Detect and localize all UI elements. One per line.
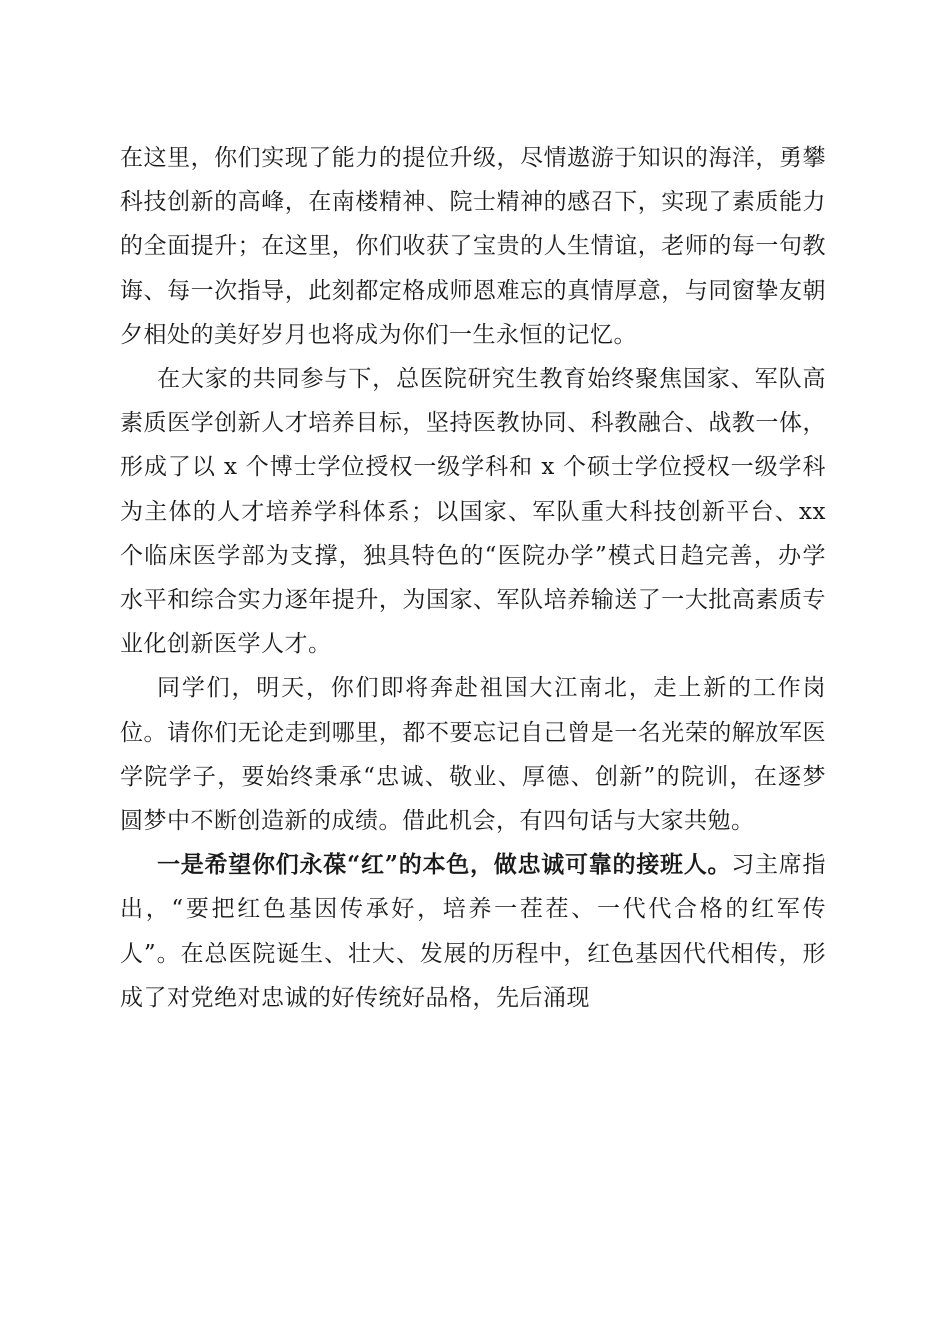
paragraph-4-lead: 一是希望你们永葆“红”的本色，做忠诚可靠的接班人。 (157, 851, 732, 879)
paragraph-2 (120, 357, 826, 666)
paragraph-1 (120, 136, 826, 357)
paragraph-1-text: 在这里，你们实现了能力的提位升级，尽情遨游于知识的海洋，勇攀科技创新的高峰，在南楼精神、院士精神的感召下，实现了素质能力的全面提升；在这里，你们收获了宝贵的人生情谊，老师的每一句教诲、每一次指导，此刻都定格成师恩难忘的真情厚意，与同窗挚友朝夕相处的美好岁月也将成为你们一生永恒的记忆。 (120, 145, 826, 348)
document-body (120, 136, 826, 1020)
paragraph-3-text: 同学们，明天，你们即将奔赴祖国大江南北，走上新的工作岗位。请你们无论走到哪里，都不要忘记自己曾是一名光荣的解放军医学院学子，要始终秉承“忠诚、敬业、厚德、创新”的院训，在逐梦圆梦中不断创造新的成绩。借此机会，有四句话与大家共勉。 (120, 675, 826, 835)
paragraph-2-text: 在大家的共同参与下，总医院研究生教育始终聚焦国家、军队高素质医学创新人才培养目标，坚持医教协同、科教融合、战教一体，形成了以 x 个博士学位授权一级学科和 x 个硕士学位授权一级学科为主体的人才培养学科体系；以国家、军队重大科技创新平台、xx 个临床医学部为支撑，独具特色的“医院办学”模式日趋完善，办学水平和综合实力逐年提升，为国家、军队培养输送了一大批高素质专业化创新医学人才。 (120, 366, 826, 658)
paragraph-4 (120, 843, 826, 1020)
paragraph-3 (120, 666, 826, 843)
paragraph-4-text: 习主席指出，“要把红色基因传承好，培养一茬茬、一代代合格的红军传人”。在总医院诞生、壮大、发展的历程中，红色基因代代相传，形成了对党绝对忠诚的好传统好品格，先后涌现 (120, 852, 827, 1011)
